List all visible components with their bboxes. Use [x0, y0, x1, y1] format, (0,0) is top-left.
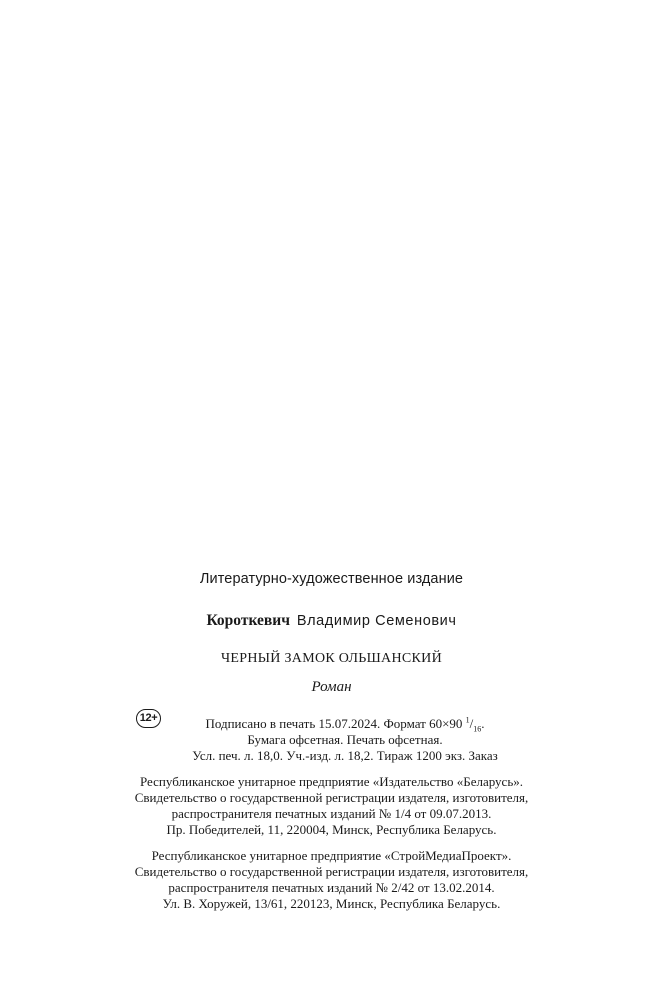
- author-given-names: Владимир Семенович: [296, 613, 457, 629]
- publisher-line: Свидетельство о государственной регистрации издателя, изготовителя,: [134, 790, 529, 805]
- publisher-line: распространителя печатных изданий № 1/4 от 09.07.2013.: [171, 806, 492, 821]
- age-rating-badge: 12+: [136, 709, 161, 728]
- format-slash: /: [469, 716, 474, 731]
- printer-line: Свидетельство о государственной регистрации издателя, изготовителя,: [134, 864, 529, 879]
- format-suffix: .: [481, 716, 485, 731]
- publisher-info: [0, 774, 663, 838]
- format-denominator: 16: [473, 724, 482, 734]
- genre-label: Литературно-художественное издание: [199, 571, 464, 587]
- author-name: [0, 612, 663, 630]
- print-details-line-3: Усл. печ. л. 18,0. Уч.-изд. л. 18,2. Тираж 1200 экз. Заказ: [192, 748, 498, 763]
- print-signed-format: Подписано в печать 15.07.2024. Формат 60×90: [205, 716, 466, 731]
- printer-line: распространителя печатных изданий № 2/42 от 13.02.2014.: [168, 880, 495, 895]
- book-subtitle: Роман: [311, 679, 352, 695]
- book-title: ЧЕРНЫЙ ЗАМОК ОЛЬШАНСКИЙ: [221, 651, 442, 666]
- printer-info: [0, 848, 663, 912]
- print-details-line-1: [130, 716, 560, 732]
- publisher-line: Пр. Победителей, 11, 220004, Минск, Республика Беларусь.: [166, 822, 497, 837]
- format-numerator: 1: [465, 715, 470, 725]
- publisher-line: Республиканское унитарное предприятие «Издательство «Беларусь».: [140, 774, 523, 789]
- print-details-line-2: Бумага офсетная. Печать офсетная.: [247, 732, 443, 747]
- printer-line: Республиканское унитарное предприятие «СтройМедиаПроект».: [151, 848, 512, 863]
- printer-line: Ул. В. Хоружей, 13/61, 220123, Минск, Республика Беларусь.: [162, 896, 501, 911]
- author-surname: Короткевич: [206, 612, 290, 629]
- print-details: [130, 716, 560, 764]
